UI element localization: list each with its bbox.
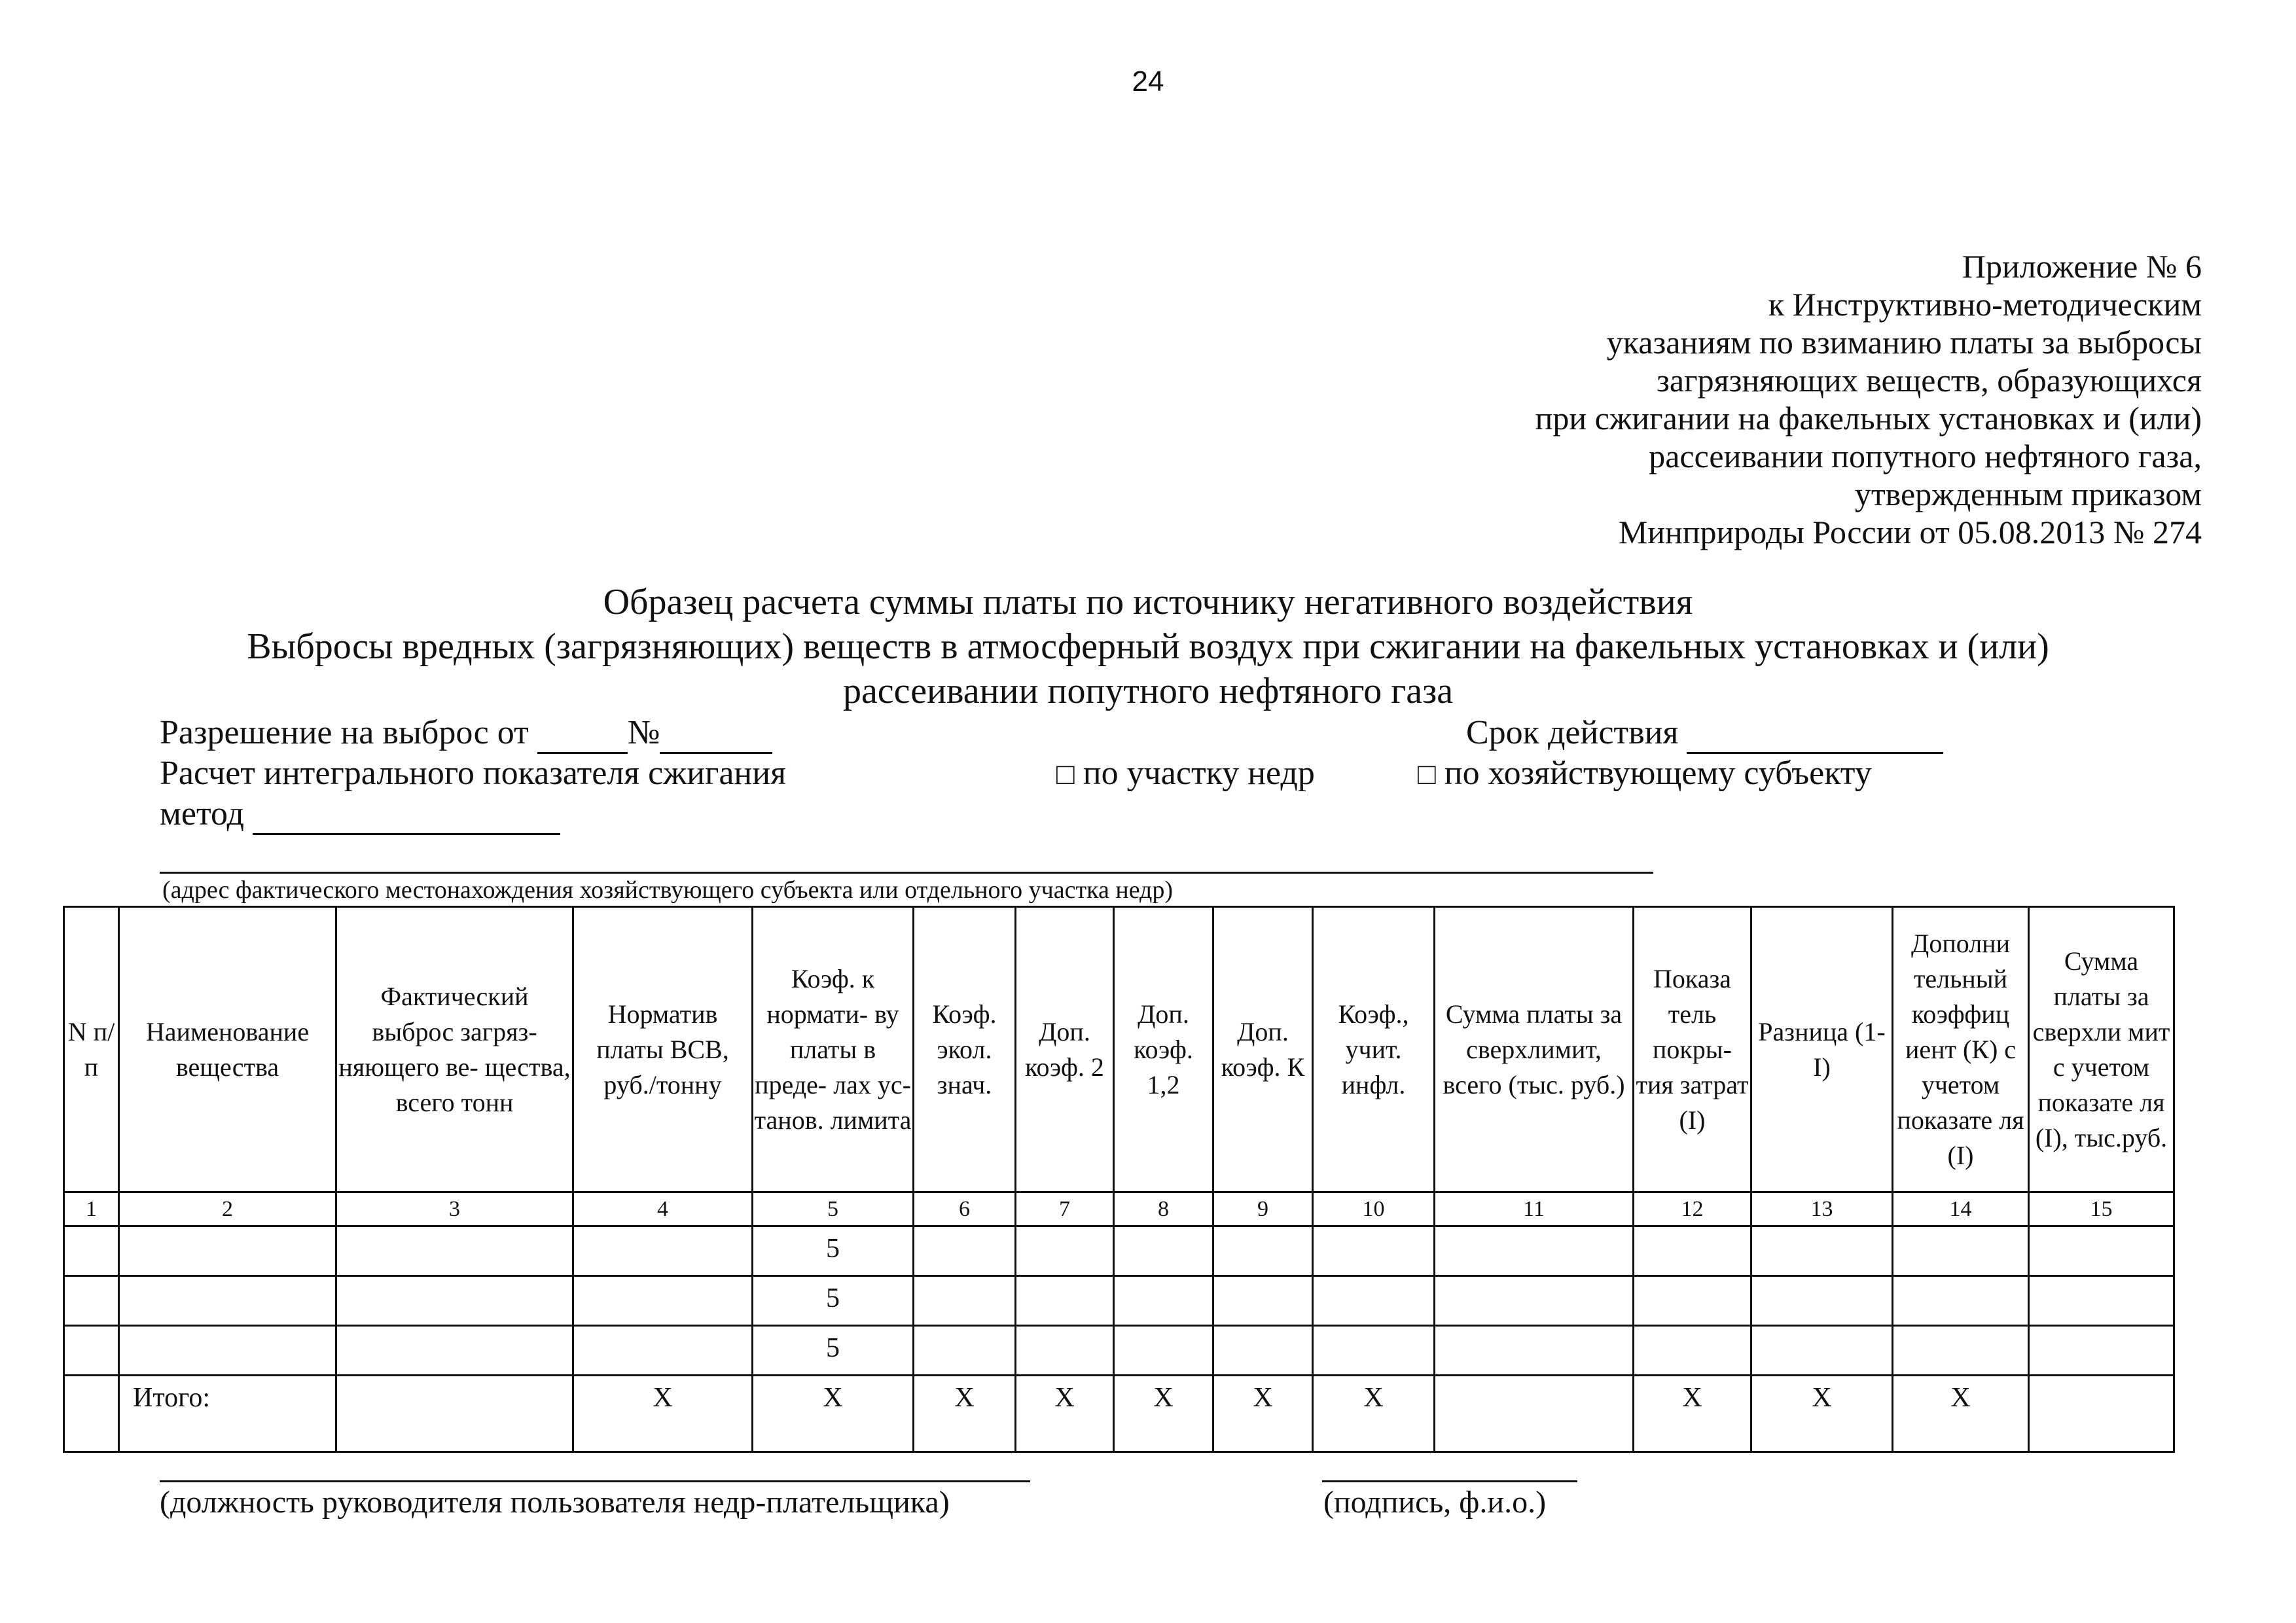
column-header: Сумма платы за сверхлимит, всего (тыс. руб.) [1435,907,1634,1192]
table-row [64,1226,2174,1276]
appendix-line: рассеивании попутного нефтяного газа, [1649,438,2202,474]
appendix-reference [1535,247,2202,551]
option-entity-label: по хозяйствующему субъекту [1444,755,1872,792]
appendix-line: указаниям по взиманию платы за выбросы [1606,324,2202,361]
address-caption: (адрес фактического местонахождения хозяйствующего субъекта или отдельного участка недр) [162,876,1174,904]
column-number-row [64,1192,2174,1226]
total-cell: X [753,1376,914,1452]
option-entity[interactable] [1418,754,1872,793]
total-cell[interactable] [2029,1376,2174,1452]
total-cell[interactable] [1435,1376,1634,1452]
table-cell[interactable] [1751,1276,1893,1326]
appendix-line: утвержденным приказом [1854,476,2202,512]
method-row [160,794,560,835]
table-cell[interactable] [64,1326,119,1376]
column-header: Норматив платы ВСВ, руб./тонну [573,907,753,1192]
total-cell: X [1634,1376,1751,1452]
table-cell[interactable] [2029,1326,2174,1376]
column-header: Доп. коэф. 2 [1016,907,1114,1192]
column-number: 8 [1114,1192,1213,1226]
column-header: Фактический выброс загряз- няющего ве- щества, всего тонн [336,907,573,1192]
total-cell: X [1313,1376,1435,1452]
column-header: Коэф. к нормати- ву платы в преде- лах ус- танов. лимита [753,907,914,1192]
table-cell[interactable] [1114,1226,1213,1276]
payment-calculation-table [63,906,2175,1453]
column-number: 4 [573,1192,753,1226]
checkbox-icon[interactable]: □ [1056,757,1075,791]
table-cell[interactable] [119,1276,336,1326]
table-cell[interactable] [1435,1326,1634,1376]
table-cell[interactable] [1213,1276,1313,1326]
column-number: 3 [336,1192,573,1226]
table-cell[interactable] [1114,1326,1213,1376]
validity-row [1466,713,1943,754]
table-cell[interactable] [1435,1276,1634,1326]
column-header: Доп. коэф. 1,2 [1114,907,1213,1192]
table-cell[interactable] [1893,1326,2029,1376]
total-cell[interactable] [64,1376,119,1452]
table-cell[interactable]: 5 [753,1276,914,1326]
table-cell[interactable] [336,1226,573,1276]
appendix-line: к Инструктивно-методическим [1768,286,2202,323]
validity-field[interactable] [1687,713,1943,754]
column-header: Сумма платы за сверхли мит с учетом показате ля (I), тыс.руб. [2029,907,2174,1192]
table-cell[interactable] [1893,1226,2029,1276]
document-title: Образец расчета суммы платы по источнику негативного воздействия [603,582,1693,622]
column-number: 5 [753,1192,914,1226]
table-cell[interactable]: 5 [753,1226,914,1276]
table-row [64,1326,2174,1376]
table-cell[interactable] [914,1326,1016,1376]
validity-label: Срок действия [1466,714,1679,751]
column-header: Разница (1- I) [1751,907,1893,1192]
column-number: 6 [914,1192,1016,1226]
table-cell[interactable] [1313,1326,1435,1376]
table-cell[interactable] [64,1276,119,1326]
method-field[interactable] [253,794,560,835]
permit-number-field[interactable] [660,713,772,754]
column-number: 11 [1435,1192,1634,1226]
column-number: 14 [1893,1192,2029,1226]
table-cell[interactable] [64,1226,119,1276]
document-subtitle: Выбросы вредных (загрязняющих) веществ в атмосферный воздух при сжигании на факельных установках и (или) [247,626,2049,667]
table-cell[interactable] [573,1276,753,1326]
table-cell[interactable] [1435,1226,1634,1276]
column-number: 10 [1313,1192,1435,1226]
column-header: Коэф., учит. инфл. [1313,907,1435,1192]
table-cell[interactable] [1313,1276,1435,1326]
total-cell: X [914,1376,1016,1452]
document-subtitle-continued: рассеивании попутного нефтяного газа [842,671,1454,711]
table-cell[interactable] [336,1326,573,1376]
table-cell[interactable] [1634,1276,1751,1326]
column-header: Доп. коэф. К [1213,907,1313,1192]
signature-line[interactable] [1322,1480,1577,1482]
total-cell: X [1893,1376,2029,1452]
column-number: 7 [1016,1192,1114,1226]
appendix-line: загрязняющих веществ, образующихся [1657,362,2202,399]
table-cell[interactable]: 5 [753,1326,914,1376]
table-cell[interactable] [914,1226,1016,1276]
column-header: Дополни тельный коэффиц иент (К) с учетом показате ля (I) [1893,907,2029,1192]
column-header: Показа тель покры- тия затрат (I) [1634,907,1751,1192]
appendix-line: при сжигании на факельных установках и (или) [1535,400,2202,437]
appendix-line: Приложение № 6 [1962,248,2202,285]
total-cell[interactable] [336,1376,573,1452]
page-number: 24 [1132,65,1164,98]
total-cell: X [1751,1376,1893,1452]
table-cell[interactable] [1313,1226,1435,1276]
table-row [64,1276,2174,1326]
integral-indicator-label: Расчет интегрального показателя сжигания [160,755,786,792]
table-cell[interactable] [1213,1326,1313,1376]
table-cell[interactable] [1016,1276,1114,1326]
method-label: метод [160,795,244,832]
table-cell[interactable] [1751,1326,1893,1376]
table-header-row [64,907,2174,1192]
option-subsoil[interactable] [1056,754,1315,793]
signature-caption: (подпись, ф.и.о.) [1323,1485,1547,1520]
table-cell[interactable] [1634,1326,1751,1376]
address-field[interactable] [160,872,1653,874]
column-number: 15 [2029,1192,2174,1226]
total-label: Итого: [119,1376,336,1452]
permit-label: Разрешение на выброс от [160,714,529,751]
table-cell[interactable] [2029,1226,2174,1276]
table-cell[interactable] [1634,1226,1751,1276]
table-cell[interactable] [1016,1226,1114,1276]
total-cell: X [573,1376,753,1452]
total-cell: X [1016,1376,1114,1452]
table-cell[interactable] [573,1326,753,1376]
table-cell[interactable] [336,1276,573,1326]
table-cell[interactable] [1213,1226,1313,1276]
table-cell[interactable] [2029,1276,2174,1326]
total-cell: X [1114,1376,1213,1452]
column-number: 1 [64,1192,119,1226]
column-number: 9 [1213,1192,1313,1226]
table-cell[interactable] [1893,1276,2029,1326]
table-cell[interactable] [914,1276,1016,1326]
column-header: Наименование вещества [119,907,336,1192]
appendix-line: Минприроды России от 05.08.2013 № 274 [1618,514,2202,550]
checkbox-icon[interactable]: □ [1418,757,1436,791]
column-number: 13 [1751,1192,1893,1226]
table-cell[interactable] [1751,1226,1893,1276]
column-header: Коэф. экол. знач. [914,907,1016,1192]
table-cell[interactable] [1016,1326,1114,1376]
table-cell[interactable] [119,1326,336,1376]
column-header: N п/ п [64,907,119,1192]
permit-row [160,713,772,754]
number-sign: № [627,714,660,751]
column-number: 2 [119,1192,336,1226]
total-cell: X [1213,1376,1313,1452]
position-caption: (должность руководителя пользователя недр-плательщика) [160,1485,950,1520]
table-cell[interactable] [119,1226,336,1276]
table-cell[interactable] [573,1226,753,1276]
position-signature-line[interactable] [160,1480,1030,1482]
option-subsoil-label: по участку недр [1083,755,1315,792]
permit-date-field[interactable] [537,713,628,754]
column-number: 12 [1634,1192,1751,1226]
table-cell[interactable] [1114,1276,1213,1326]
total-row [64,1376,2174,1452]
